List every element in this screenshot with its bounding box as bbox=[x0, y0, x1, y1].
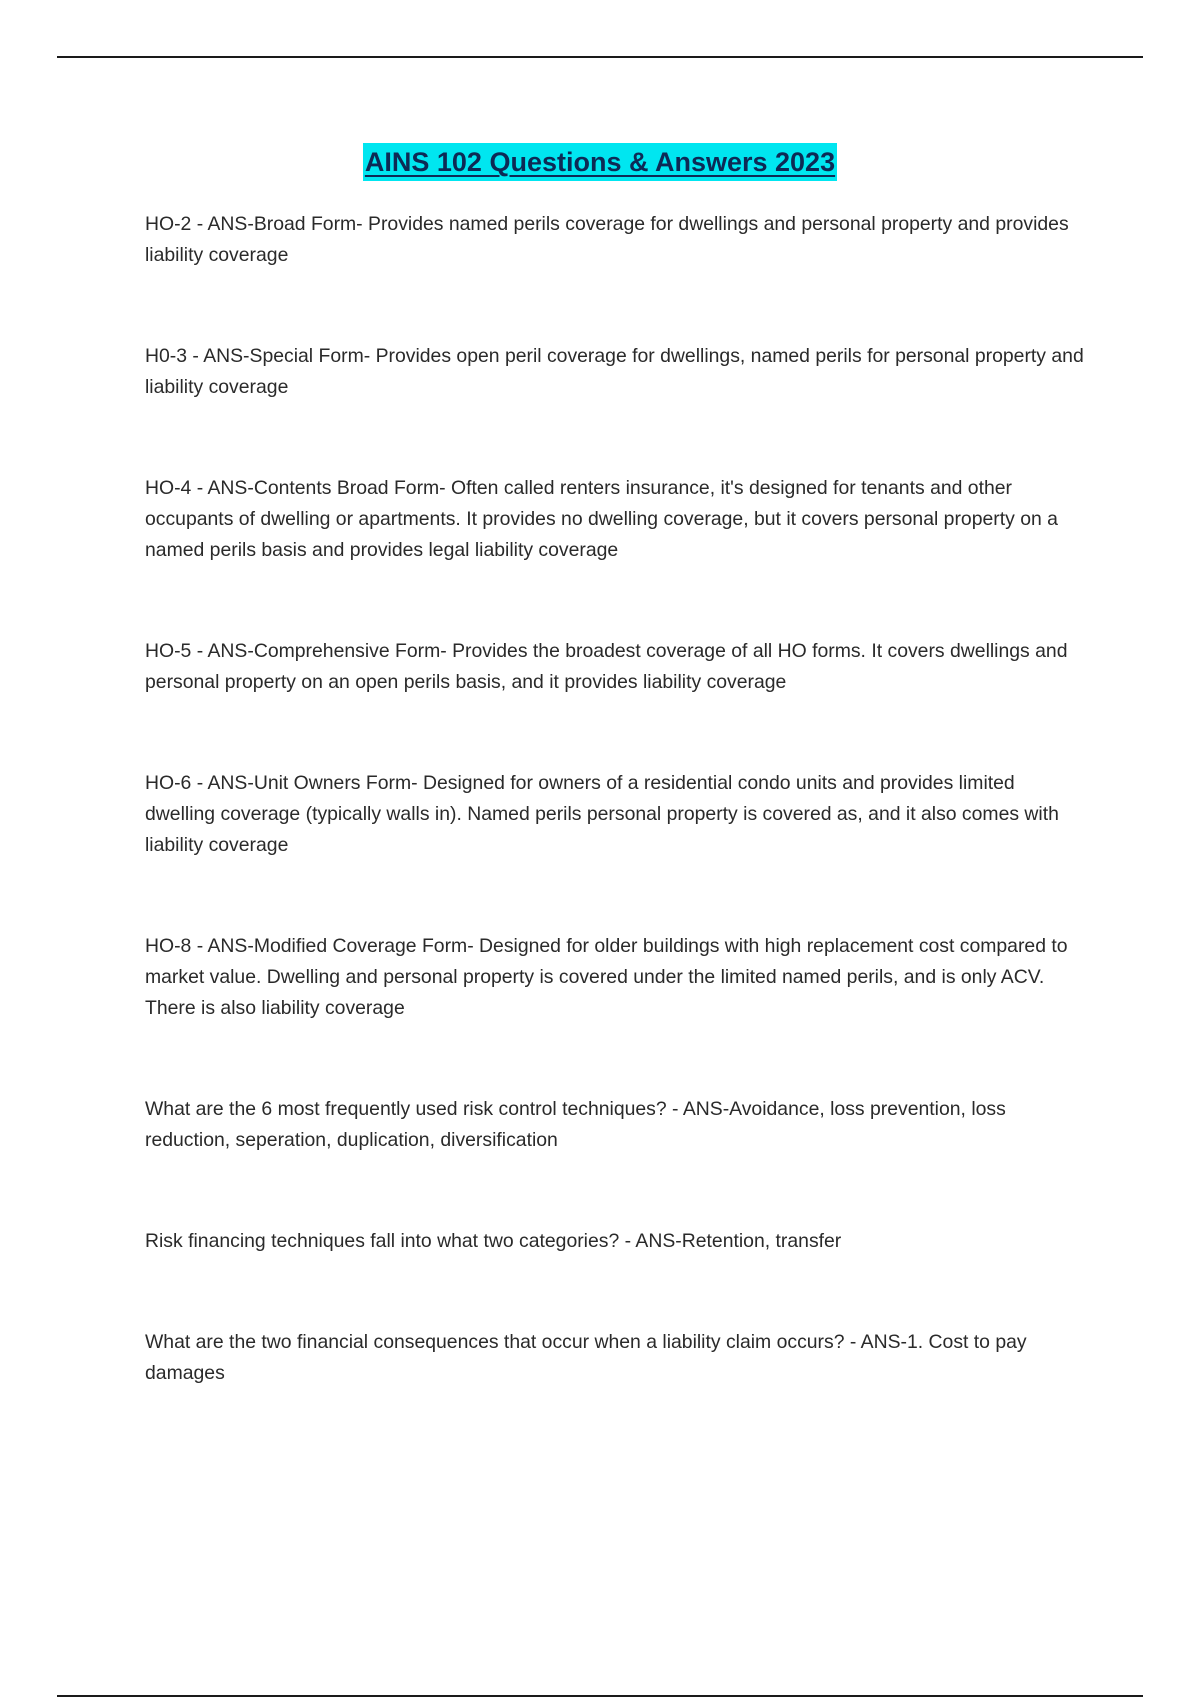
bottom-rule bbox=[57, 1695, 1143, 1697]
top-rule bbox=[57, 56, 1143, 58]
title-container bbox=[0, 143, 1200, 181]
qa-list bbox=[145, 209, 1090, 1459]
qa-item: What are the two financial consequences that occur when a liability claim occurs? - ANS-1. Cost to pay damages bbox=[145, 1331, 1027, 1384]
document-title: AINS 102 Questions & Answers 2023 bbox=[363, 143, 837, 181]
qa-item: HO-5 - ANS-Comprehensive Form- Provides the broadest coverage of all HO forms. It covers dwellings and personal property on an open perils basis, and it provides liability coverage bbox=[145, 640, 1068, 693]
qa-item: HO-8 - ANS-Modified Coverage Form- Designed for older buildings with high replacement cost compared to market value. Dwelling and personal property is covered under the limited named perils, and is only ACV. There is also liability coverage bbox=[145, 935, 1068, 1019]
qa-item: H0-3 - ANS-Special Form- Provides open peril coverage for dwellings, named perils for personal property and liability coverage bbox=[145, 345, 1084, 398]
qa-item: What are the 6 most frequently used risk control techniques? - ANS-Avoidance, loss prevention, loss reduction, seperation, duplication, diversification bbox=[145, 1098, 1006, 1151]
qa-item: HO-6 - ANS-Unit Owners Form- Designed for owners of a residential condo units and provides limited dwelling coverage (typically walls in). Named perils personal property is covered as, and it also comes with liability coverage bbox=[145, 772, 1059, 856]
qa-item: HO-2 - ANS-Broad Form- Provides named perils coverage for dwellings and personal property and provides liability coverage bbox=[145, 213, 1069, 266]
qa-item: HO-4 - ANS-Contents Broad Form- Often called renters insurance, it's designed for tenants and other occupants of dwelling or apartments. It provides no dwelling coverage, but it covers personal property on a named perils basis and provides legal liability coverage bbox=[145, 477, 1058, 561]
qa-item: Risk financing techniques fall into what two categories? - ANS-Retention, transfer bbox=[145, 1230, 842, 1252]
